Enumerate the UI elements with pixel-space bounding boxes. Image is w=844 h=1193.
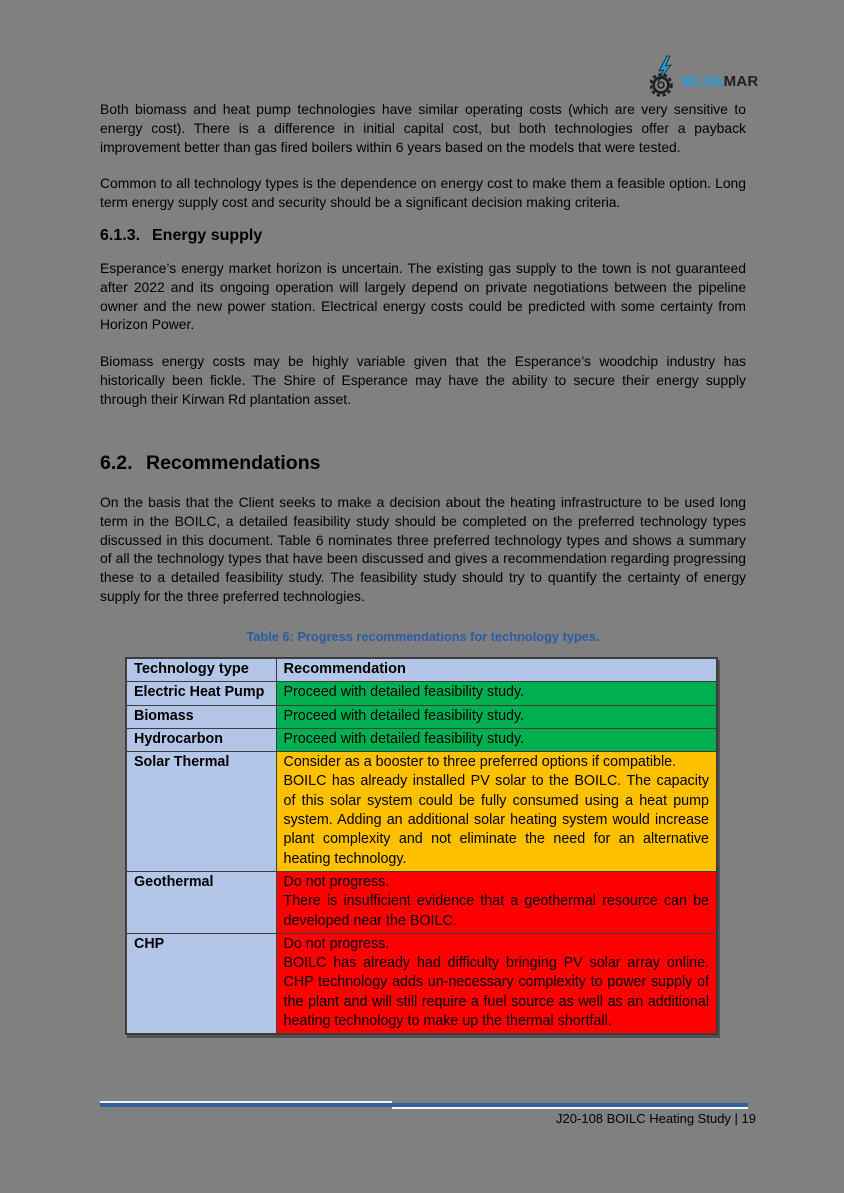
recommendation-paragraph: Proceed with detailed feasibility study.	[283, 707, 525, 724]
paragraph-recommendations-intro: On the basis that the Client seeks to make a decision about the heating infrastructure to be used long term in the BOILC, a detailed feasibility study should be completed on the preferred technology types discussed in this document. Table 6 nominates three preferred technology types and shows a summary of all the technology types that have been discussed and gives a recommendation regarding progressing these to a detailed feasibility study. The feasibility study should try to quantify the certainty of energy supply for the three preferred technologies.	[100, 494, 746, 604]
bluemar-logo	[650, 54, 760, 98]
table-row	[126, 682, 717, 705]
heading-number: 6.1.3.	[100, 227, 141, 244]
recommendation-paragraph: BOILC has already installed PV solar to the BOILC. The capacity of this solar system could be fully consumed using a heat pump system. Adding an additional solar heating system would increase plant complexity and not eliminate the need for an alternative heating technology.	[283, 773, 709, 867]
footer-rule-highlight-right	[392, 1107, 748, 1109]
table-row	[126, 705, 717, 728]
recommendation-paragraph: Do not progress.	[283, 935, 390, 952]
table-row	[126, 752, 717, 872]
column-header-technology-type: Technology type	[126, 658, 276, 682]
heading-energy-supply	[100, 227, 746, 245]
heading-recommendations	[100, 452, 746, 475]
recommendation-cell	[276, 728, 717, 751]
recommendations-table-body	[126, 682, 717, 1035]
table-header-row	[126, 658, 717, 682]
technology-cell: Electric Heat Pump	[126, 682, 276, 705]
paragraph-operating-costs: Both biomass and heat pump technologies have similar operating costs (which are very sensitive to energy cost). There is a difference in initial capital cost, but both technologies offer a payback improvement better than gas fired boilers within 6 years based on the models that were tested.	[100, 101, 746, 155]
recommendation-cell	[276, 933, 717, 1034]
technology-cell: Geothermal	[126, 871, 276, 933]
recommendation-paragraph: Proceed with detailed feasibility study.	[283, 684, 525, 701]
logo-text-blue: BLUE	[682, 72, 724, 90]
logo-wordmark	[682, 73, 758, 90]
heading-text: Recommendations	[146, 452, 321, 474]
technology-cell: Solar Thermal	[126, 752, 276, 872]
recommendation-paragraph: There is insufficient evidence that a geothermal resource can be developed near the BOILC.	[283, 893, 709, 929]
footer-page-label: J20-108 BOILC Heating Study | 19	[556, 1111, 756, 1126]
recommendation-cell	[276, 871, 717, 933]
table-caption: Table 6: Progress recommendations for technology types.	[246, 629, 600, 644]
paragraph-biomass-costs: Biomass energy costs may be highly variable given that the Esperance’s woodchip industry has historically been fickle. The Shire of Esperance may have the ability to secure their energy supply through their Kirwan Rd plantation asset.	[100, 353, 746, 407]
technology-cell: Biomass	[126, 705, 276, 728]
technology-cell: CHP	[126, 933, 276, 1034]
paragraph-energy-cost-dependence: Common to all technology types is the dependence on energy cost to make them a feasible option. Long term energy supply cost and security should be a significant decision making criteria.	[100, 175, 746, 210]
recommendation-cell	[276, 682, 717, 705]
table-row	[126, 728, 717, 751]
recommendation-paragraph: Proceed with detailed feasibility study.	[283, 730, 525, 747]
recommendation-cell	[276, 752, 717, 872]
logo-text-mar: MAR	[723, 72, 759, 90]
recommendations-table	[125, 657, 718, 1035]
table-row	[126, 933, 717, 1034]
recommendation-cell	[276, 705, 717, 728]
footer-divider-rule	[100, 1101, 748, 1108]
table-row	[126, 871, 717, 933]
recommendation-paragraph: Consider as a booster to three preferred options if compatible.	[283, 754, 677, 771]
recommendation-paragraph: BOILC has already had difficulty bringing PV solar array online. CHP technology adds un-necessary complexity to power supply of the plant and will still require a fuel source as well as an additional heating technology to make up the thermal shortfall.	[283, 955, 709, 1030]
heading-number: 6.2.	[100, 452, 133, 474]
paragraph-energy-market: Esperance’s energy market horizon is uncertain. The existing gas supply to the town is not guaranteed after 2022 and its ongoing operation will largely depend on private negotiations between the pipeline owner and the new power station. Electrical energy costs could be predicted with some certainty from Horizon Power.	[100, 260, 746, 333]
recommendation-paragraph: Do not progress.	[283, 873, 390, 890]
heading-text: Energy supply	[152, 227, 263, 244]
column-header-recommendation: Recommendation	[276, 658, 717, 682]
gear-lightning-icon	[650, 55, 680, 97]
technology-cell: Hydrocarbon	[126, 728, 276, 751]
